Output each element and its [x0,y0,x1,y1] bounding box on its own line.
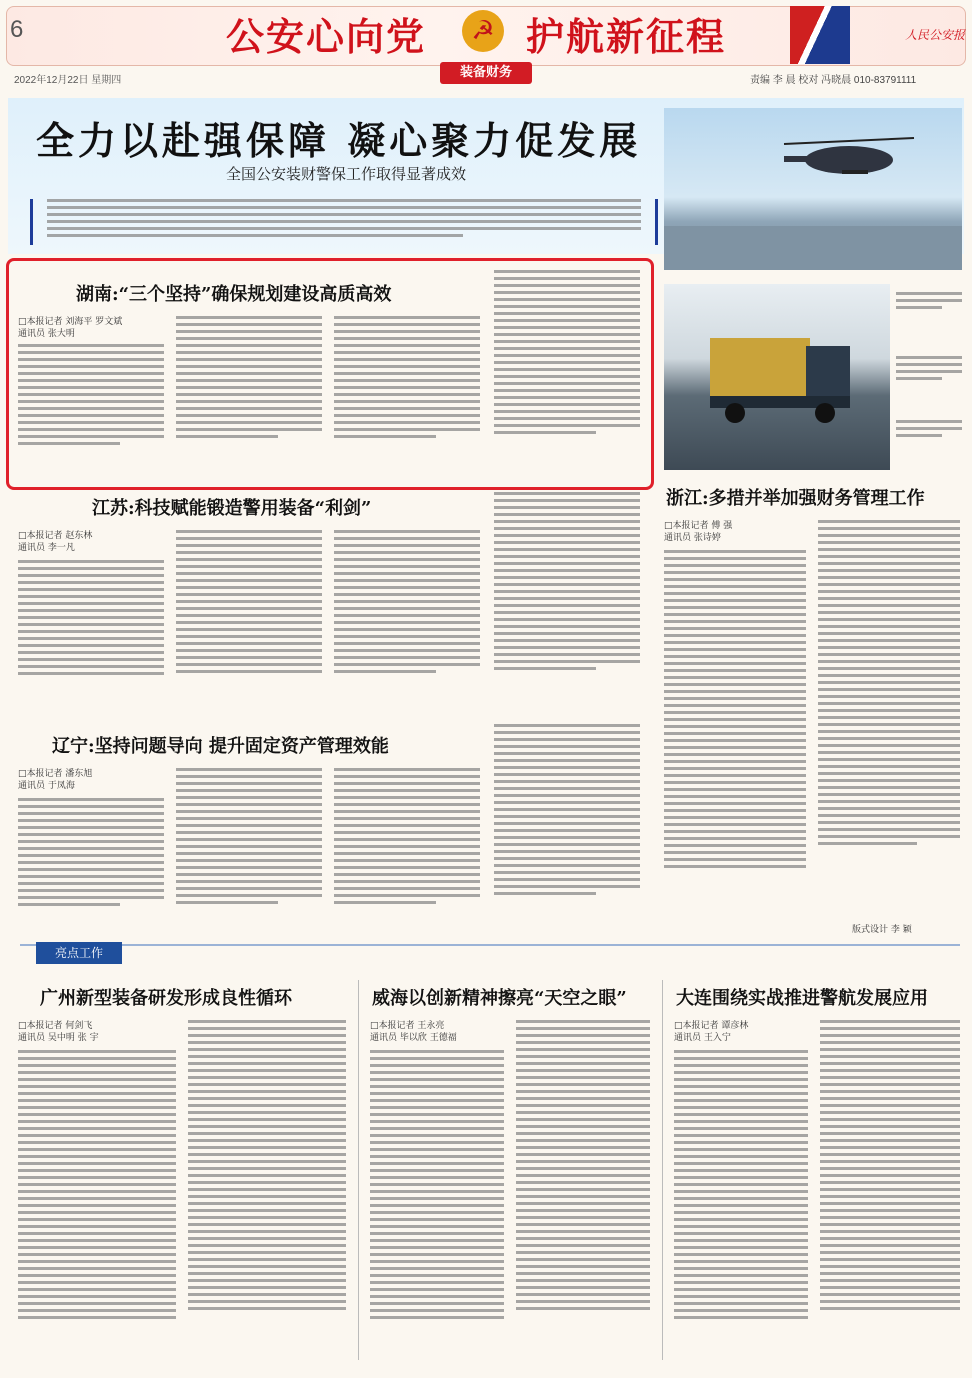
zhejiang-text-col1 [664,550,806,922]
guangzhou-text-col2 [188,1020,346,1360]
lead-intro [30,199,658,245]
dalian-text-col2 [820,1020,960,1360]
jiangsu-text-col4 [494,492,640,706]
liaoning-text-col3 [334,768,480,930]
liaoning-byline: □本报记者 潘东旭 通讯员 于凤海 [18,769,93,791]
dalian-text-col1 [674,1050,808,1360]
liaoning-text-col4 [494,724,640,930]
hotspot-divider [20,944,960,946]
section-tab: 装备财务 [440,62,532,84]
lead-subhead: 全国公安装财警保工作取得显著成效 [226,166,467,183]
dalian-title: 大连围绕实战推进警航发展应用 [676,988,928,1009]
zhejiang-byline: □本报记者 傅 强 通讯员 张诗婷 [664,521,733,543]
column-separator [358,980,359,1360]
photo-caption-3 [896,420,962,441]
party-emblem-icon: ☭ [462,10,504,52]
flag-icon [790,6,850,64]
editor-credits: 责编 李 晨 校对 冯晓晨 010-83791111 [750,75,917,86]
newspaper-logo: 人民公安报 [905,28,966,42]
zhejiang-text-col2 [818,520,960,900]
liaoning-title: 辽宁:坚持问题导向 提升固定资产管理效能 [52,736,389,757]
photo-caption-2 [896,356,962,384]
layout-credit: 版式设计 李 颖 [852,925,912,935]
helicopter-photo [664,108,962,270]
photo-caption-1 [896,292,962,313]
hunan-text-col2 [176,316,322,470]
column-separator [662,980,663,1360]
weihai-title: 威海以创新精神擦亮“天空之眼” [372,988,627,1009]
weihai-text-col1 [370,1050,504,1360]
masthead-title-left: 公安心向党 [226,14,427,59]
weihai-text-col2 [516,1020,650,1360]
dateline: 2022年12月22日 星期四 [14,75,122,86]
jiangsu-byline: □本报记者 赵东林 通讯员 李一凡 [18,531,93,553]
guangzhou-text-col1 [18,1050,176,1360]
masthead-title-right: 护航新征程 [526,14,727,59]
liaoning-text-col2 [176,768,322,930]
liaoning-text-col1 [18,798,164,930]
page-number: 6 [10,16,24,43]
jiangsu-text-col1 [18,560,164,706]
lead-headline: 全力以赴强保障 凝心聚力促发展 [36,118,642,163]
hunan-text-col1 [18,344,164,470]
dalian-byline: □本报记者 谭彦林 通讯员 王入宁 [674,1021,749,1043]
guangzhou-title: 广州新型装备研发形成良性循环 [40,988,292,1009]
hotspot-tab: 亮点工作 [36,942,122,964]
guangzhou-byline: □本报记者 何剑飞 通讯员 吴中明 张 宇 [18,1021,99,1043]
hunan-text-col3 [334,316,480,470]
helicopter-icon [664,108,962,270]
jiangsu-text-col3 [334,530,480,706]
hunan-text-col4 [494,270,640,470]
command-truck-icon [700,318,860,428]
hunan-byline: □本报记者 刘海平 罗文斌 通讯员 张大明 [18,317,123,339]
jiangsu-title: 江苏:科技赋能锻造警用装备“利剑” [92,498,372,519]
jiangsu-text-col2 [176,530,322,706]
zhejiang-title: 浙江:多措并举加强财务管理工作 [666,488,925,509]
hunan-title: 湖南:“三个坚持”确保规划建设高质高效 [76,284,392,305]
weihai-byline: □本报记者 王永亮 通讯员 毕以欣 王德福 [370,1021,457,1043]
